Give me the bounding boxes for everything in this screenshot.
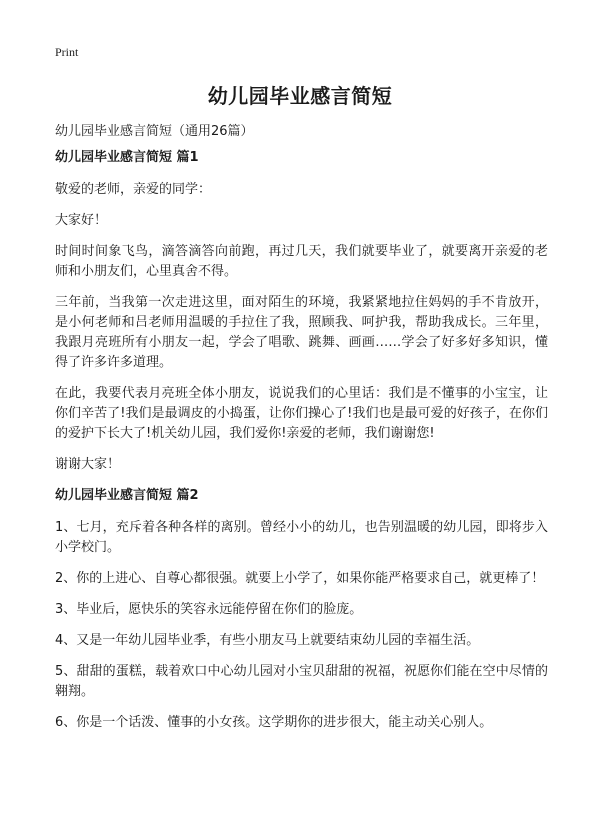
print-link[interactable]: Print <box>55 45 79 59</box>
paragraph: 敬爱的老师，亲爱的同学： <box>55 182 212 197</box>
list-item: 6、你是一个话泼、懂事的小女孩。这学期你的进步很大，能主动关心别人。 <box>55 715 493 730</box>
list-item: 3、毕业后，愿快乐的笑容永远能停留在你们的脸庞。 <box>55 602 363 617</box>
list-item: 4、又是一年幼儿园毕业季，有些小朋友马上就要结束幼儿园的幸福生活。 <box>55 633 480 648</box>
page-title: 幼儿园毕业感言简短 <box>207 84 393 108</box>
section-heading-2: 幼儿园毕业感言简短 篇2 <box>55 488 199 503</box>
section-heading-1: 幼儿园毕业感言简短 篇1 <box>55 150 199 165</box>
paragraph: 谢谢大家！ <box>55 457 121 472</box>
article-body <box>55 148 548 744</box>
list-item: 1、七月，充斥着各种各样的离别。曾经小小的幼儿，也告别温暖的幼儿园，即将步入小学校门。 <box>55 520 548 555</box>
paragraph: 三年前，当我第一次走进这里，面对陌生的环境，我紧紧地拉住妈妈的手不肯放开，是小何老师和吕老师用温暖的手拉住了我，照顾我、呵护我，帮助我成长。三年里，我跟月亮班所有小朋友一起，学会了唱歌、跳舞、画画……学会了好多好多知识，懂得了许多许多道理。 <box>55 295 548 370</box>
paragraph: 在此，我要代表月亮班全体小朋友，说说我们的心里话：我们是不懂事的小宝宝，让你们辛苦了!我们是最调皮的小捣蛋，让你们操心了!我们也是最可爱的好孩子，在你们的爱护下长大了!机关幼儿园，我们爱你!亲爱的老师，我们谢谢您! <box>55 386 548 441</box>
list-item: 5、甜甜的蛋糕，载着欢口中心幼儿园对小宝贝甜甜的祝福，祝愿你们能在空中尽情的翱翔。 <box>55 664 548 699</box>
page-subtitle: 幼儿园毕业感言简短（通用26篇） <box>55 124 254 139</box>
paragraph: 大家好！ <box>55 213 108 228</box>
paragraph: 时间时间象飞鸟，滴答滴答向前跑，再过几天，我们就要毕业了，就要离开亲爱的老师和小朋友们，心里真舍不得。 <box>55 244 548 279</box>
list-item: 2、你的上进心、自尊心都很强。就要上小学了，如果你能严格要求自己，就更棒了！ <box>55 571 545 586</box>
